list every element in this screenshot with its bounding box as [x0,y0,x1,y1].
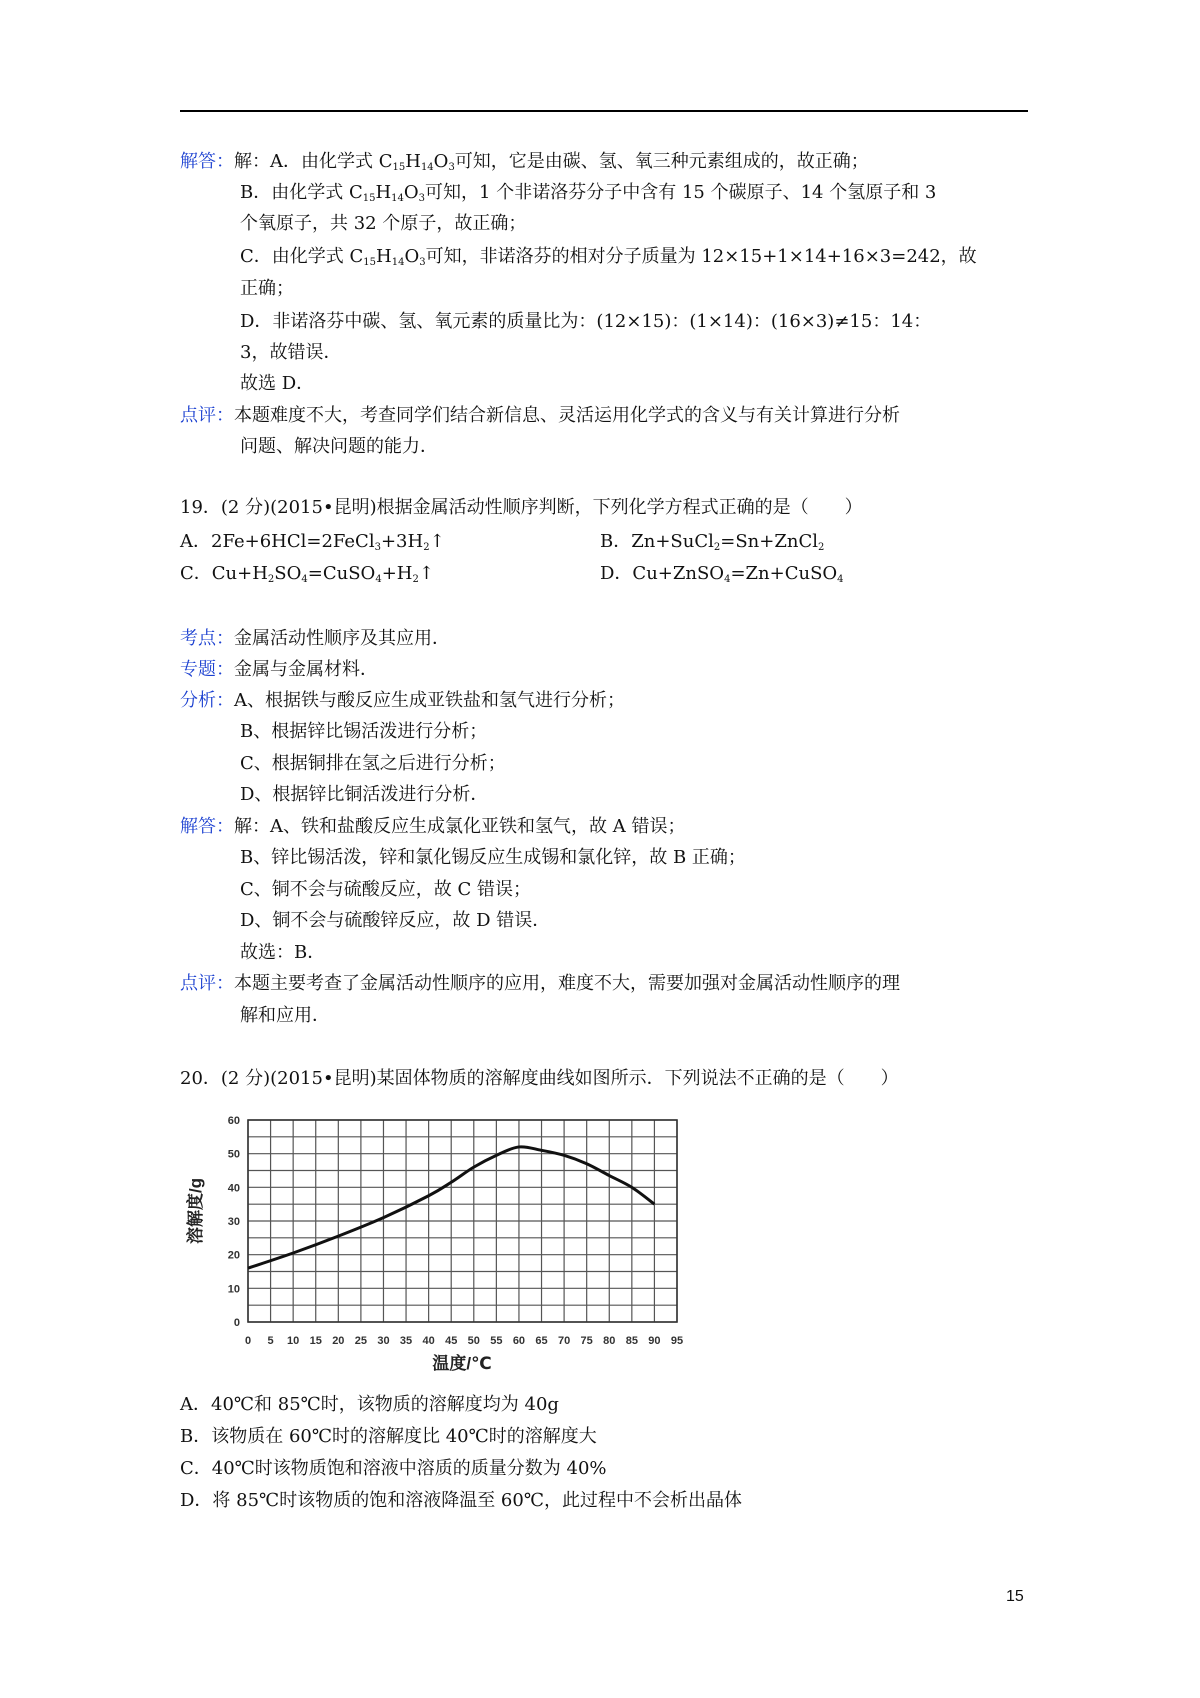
header-rule [180,110,1028,112]
q19-choose: 故选：B． [240,942,326,963]
x-tick-label: 55 [490,1335,503,1347]
x-tick-label: 30 [377,1335,390,1347]
chart-grid [248,1120,677,1322]
q20-stem: 20．(2 分)(2015•昆明)某固体物质的溶解度曲线如图所示．下列说法不正确的是（ ） [180,1068,899,1089]
q19-fenxi-b: B、根据锌比锡活泼进行分析； [240,721,488,742]
x-tick-label: 70 [557,1335,571,1347]
fenxi-label: 分析： [180,690,234,711]
q18-line-c-cont: 正确； [240,278,294,299]
q19-stem: 19．(2 分)(2015•昆明)根据金属活动性顺序判断，下列化学方程式正确的是（ ） [180,497,863,518]
kaodian-label: 考点： [180,628,234,649]
y-tick-label: 20 [227,1249,240,1262]
q19-option-d: D．Cu+ZnSO$_4$=Zn+CuSO$_4$ [600,563,844,585]
y-axis-label: 溶解度/g [186,1177,205,1245]
x-tick-labels [245,1335,683,1347]
x-tick-label: 15 [309,1335,322,1347]
x-tick-label: 35 [399,1335,413,1347]
y-tick-label: 40 [227,1182,240,1195]
q18-line-b: B．由化学式 $C_{15}H_{14}O_3$可知，1 个非诺洛芬分子中含有 15 个碳原子、14 个氢原子和 3 [240,182,937,204]
q19-fenxi-d: D、根据锌比铜活泼进行分析． [240,784,489,805]
q19-dianping: 点评：本题主要考查了金属活动性顺序的应用，难度不大，需要加强对金属活动性顺序的理 [180,973,900,994]
q19-jieda-d: D、铜不会与硫酸锌反应，故 D 错误． [240,910,551,931]
x-tick-label: 60 [512,1335,526,1347]
jieda-label: 解答： [180,151,234,172]
q18-jieda-line-a: 解答：解：A．由化学式 $C_{15}H_{14}O_3$可知，它是由碳、氢、氧三种元素组成的，故正确； [180,151,869,173]
q18-dianping: 点评：本题难度不大，考查同学们结合新信息、灵活运用化学式的含义与有关计算进行分析 [180,405,900,426]
q19-fenxi-c: C、根据铜排在氢之后进行分析； [240,753,506,774]
q20-option-c: C．40℃时该物质饱和溶液中溶质的质量分数为 40% [180,1458,607,1479]
q18-choose: 故选 D． [240,373,315,394]
q18-line-d-cont: 3，故错误． [240,342,342,363]
x-tick-label: 90 [648,1335,661,1347]
q20-option-a: A．40℃和 85℃时，该物质的溶解度均为 40g [180,1394,559,1415]
q19-option-c: C．$Cu+H_2SO_4=CuSO_4+H_2↑$ [180,563,434,585]
y-tick-label: 0 [233,1317,240,1329]
x-tick-label: 85 [625,1335,638,1347]
x-tick-label: 25 [354,1335,368,1347]
q19-fenxi: 分析：A、根据铁与酸反应生成亚铁盐和氢气进行分析； [180,690,625,711]
q18-line-c: C．由化学式 $C_{15}H_{14}O_3$可知，非诺洛芬的相对分子质量为 12×15+1×14+16×3=242，故 [240,246,977,268]
dianping-label: 点评： [180,973,234,994]
q19-jieda: 解答：解：A、铁和盐酸反应生成氯化亚铁和氢气，故 A 错误； [180,816,686,837]
q19-zhuanti: 专题：金属与金属材料． [180,659,378,680]
y-tick-label: 30 [227,1216,240,1228]
page-number: 15 [1006,1588,1024,1605]
q18-dianping-cont: 问题、解决问题的能力． [240,436,438,457]
q19-option-b: B．Zn+SuCl$_2$=Sn+ZnCl$_2$ [600,531,825,553]
dianping-label: 点评： [180,405,234,426]
q18-line-b-cont: 个氧原子，共 32 个原子，故正确； [240,213,527,234]
x-tick-label: 45 [445,1335,458,1347]
x-tick-label: 10 [287,1335,300,1347]
q19-option-a: A．$2Fe+6HCl=2FeCl_3+3H_2↑$ [180,531,445,553]
x-tick-label: 80 [603,1335,616,1347]
x-tick-label: 75 [580,1335,593,1347]
q19-dianping-cont: 解和应用． [240,1005,330,1026]
q19-jieda-b: B、锌比锡活泼，锌和氯化锡反应生成锡和氯化锌，故 B 正确； [240,847,746,868]
y-tick-label: 60 [227,1115,240,1127]
q19-jieda-c: C、铜不会与硫酸反应，故 C 错误； [240,879,531,900]
q20-option-b: B．该物质在 60℃时的溶解度比 40℃时的溶解度大 [180,1426,597,1447]
y-tick-label: 10 [227,1283,240,1296]
solubility-chart [180,1104,710,1379]
q19-kaodian: 考点：金属活动性顺序及其应用． [180,628,450,649]
x-tick-label: 95 [670,1335,684,1347]
q20-option-d: D．将 85℃时该物质的饱和溶液降温至 60℃，此过程中不会析出晶体 [180,1490,742,1511]
y-tick-label: 50 [227,1148,240,1161]
jieda-label: 解答： [180,816,234,837]
zhuanti-label: 专题： [180,659,234,680]
y-tick-labels [228,1115,240,1329]
x-tick-label: 50 [467,1335,480,1347]
x-tick-label: 0 [244,1335,252,1347]
x-tick-label: 65 [535,1335,548,1347]
x-tick-label: 40 [422,1335,435,1347]
x-axis-label: 温度/℃ [432,1354,492,1373]
x-tick-label: 5 [267,1335,274,1347]
q18-line-d: D．非诺洛芬中碳、氢、氧元素的质量比为：(12×15)：(1×14)：(16×3)≠15：14： [240,311,932,332]
x-tick-label: 20 [332,1335,345,1347]
